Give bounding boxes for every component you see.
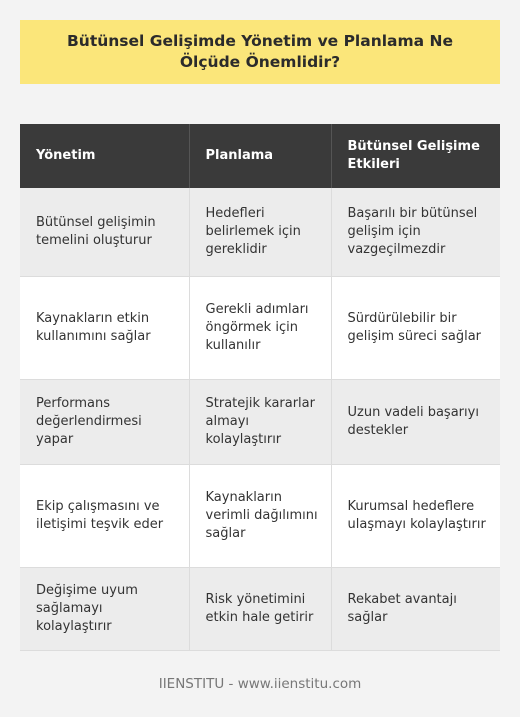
footer-credit: IIENSTITU - www.iienstitu.com	[158, 676, 362, 692]
table-cell: Kaynakların etkin kullanımını sağlar	[20, 277, 189, 380]
table-cell: Bütünsel gelişimin temelini oluşturur	[20, 188, 189, 277]
column-header-planlama: Planlama	[189, 124, 331, 188]
table-cell: Kurumsal hedeflere ulaşmayı kolaylaştırır	[331, 465, 500, 568]
table-row	[20, 188, 500, 277]
table-cell: Başarılı bir bütünsel gelişim için vazgeçilmezdir	[331, 188, 500, 277]
column-header-yonetim: Yönetim	[20, 124, 189, 188]
column-header-etkiler: Bütünsel Gelişime Etkileri	[331, 124, 500, 188]
table-cell: Değişime uyum sağlamayı kolaylaştırır	[20, 568, 189, 651]
table-cell: Uzun vadeli başarıyı destekler	[331, 380, 500, 465]
table-cell: Gerekli adımları öngörmek için kullanılır	[189, 277, 331, 380]
table-cell: Rekabet avantajı sağlar	[331, 568, 500, 651]
comparison-table	[20, 124, 500, 651]
title-banner	[20, 20, 500, 84]
page-title: Bütünsel Gelişimde Yönetim ve Planlama Ne Ölçüde Önemlidir?	[66, 32, 454, 71]
table-row	[20, 568, 500, 651]
table-row	[20, 277, 500, 380]
table-cell: Ekip çalışmasını ve iletişimi teşvik eder	[20, 465, 189, 568]
table-cell: Sürdürülebilir bir gelişim süreci sağlar	[331, 277, 500, 380]
table-row	[20, 465, 500, 568]
table-cell: Risk yönetimini etkin hale getirir	[189, 568, 331, 651]
table-cell: Performans değerlendirmesi yapar	[20, 380, 189, 465]
table-cell: Kaynakların verimli dağılımını sağlar	[189, 465, 331, 568]
table-header-row	[20, 124, 500, 188]
table-cell: Stratejik kararlar almayı kolaylaştırır	[189, 380, 331, 465]
table-row	[20, 380, 500, 465]
table-cell: Hedefleri belirlemek için gereklidir	[189, 188, 331, 277]
